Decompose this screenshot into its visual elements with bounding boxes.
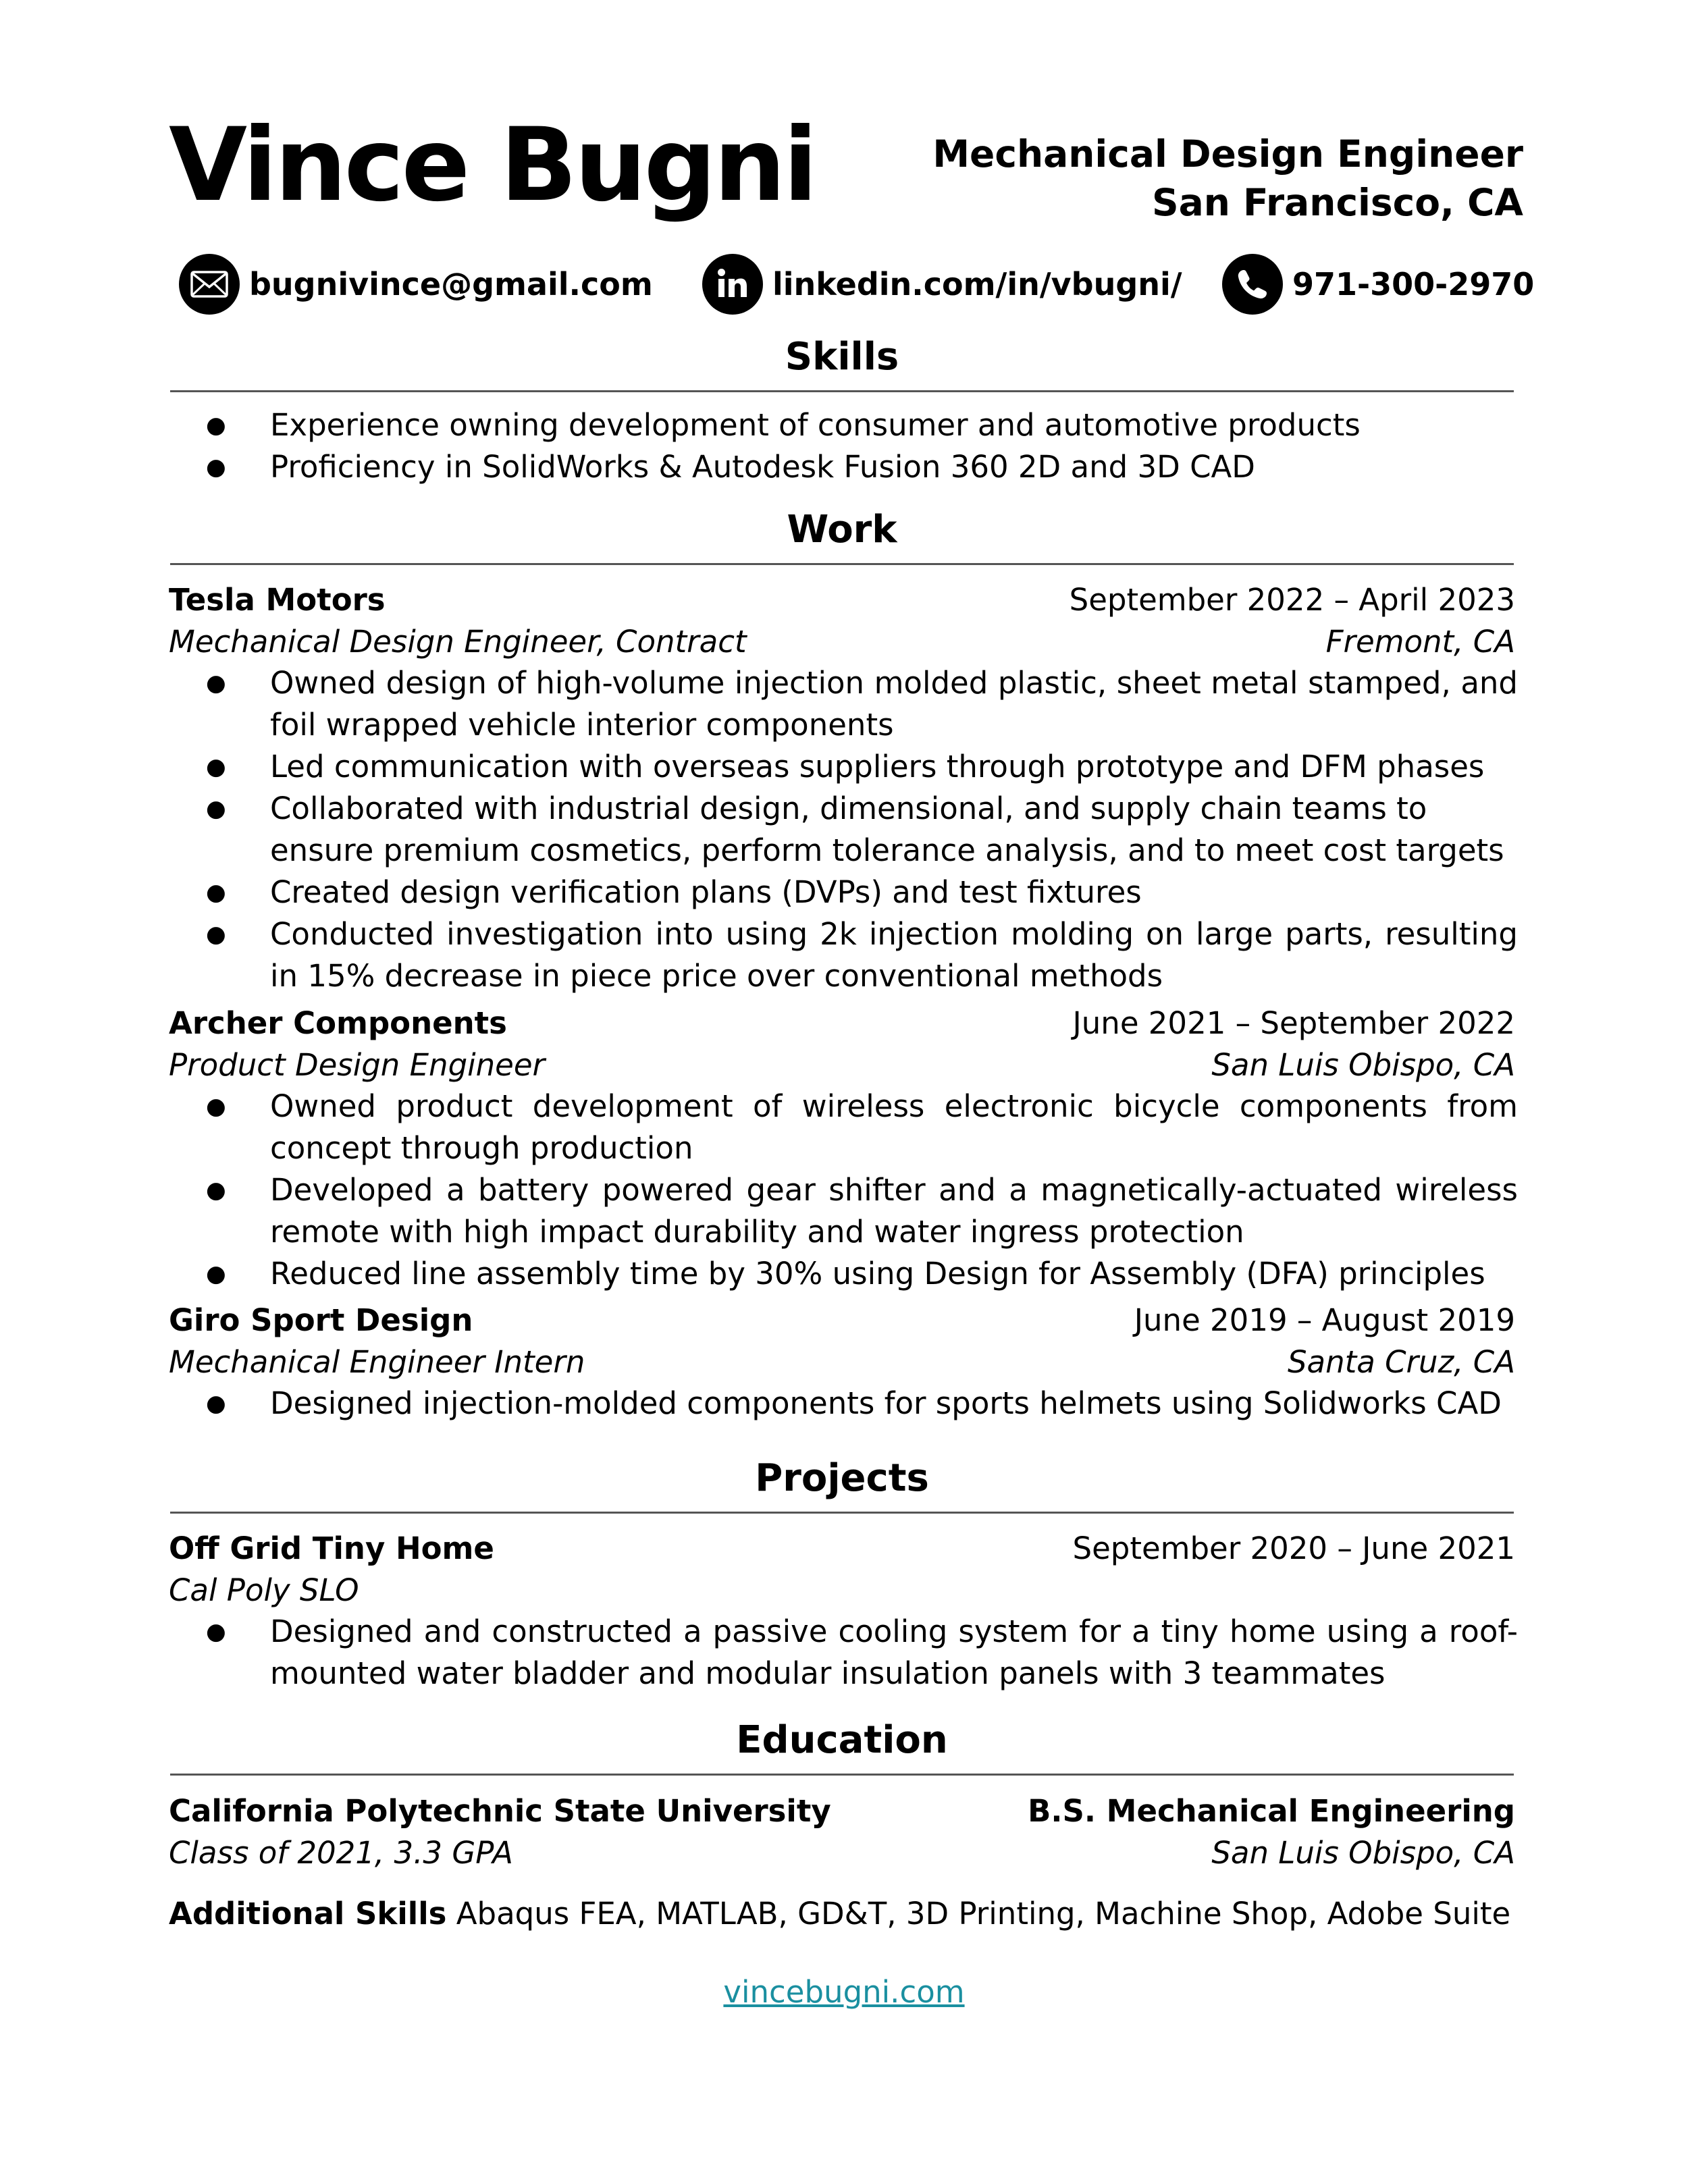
- degree: B.S. Mechanical Engineering: [1028, 1792, 1515, 1829]
- job-subheader: [169, 1044, 1515, 1086]
- school-name: California Polytechnic State University: [169, 1792, 831, 1829]
- bullet: ●: [206, 1618, 226, 1645]
- divider: [170, 1774, 1514, 1776]
- bullet: ●: [206, 1093, 226, 1120]
- project-header: [169, 1527, 1515, 1569]
- bullet-text: Conducted investigation into using 2k injection molding on large parts, resulting in 15% decrease in piece price over conventional methods: [270, 916, 1518, 994]
- education-location: San Luis Obispo, CA: [1211, 1834, 1515, 1871]
- project-subheader: [169, 1569, 1515, 1611]
- contact-linkedin[interactable]: [702, 254, 1182, 315]
- job-dates: June 2021 – September 2022: [1072, 1005, 1515, 1041]
- company-name: Archer Components: [169, 1005, 507, 1041]
- bullet-text: Owned product development of wireless electronic bicycle components from concept through production: [270, 1088, 1518, 1166]
- phone-text[interactable]: 971-300-2970: [1292, 266, 1535, 302]
- envelope-icon: [179, 254, 240, 315]
- job-header: [169, 1299, 1515, 1341]
- bullet: ●: [206, 1177, 226, 1204]
- bullet-text: Designed injection-molded components for sports helmets using Solidworks CAD: [270, 1385, 1502, 1421]
- section-heading-skills: Skills: [785, 335, 899, 379]
- phone-icon: [1222, 254, 1283, 315]
- bullet: ●: [206, 795, 226, 822]
- bullet-text: Designed and constructed a passive cooling system for a tiny home using a roof-mounted water bladder and modular insulation panels with 3 teammates: [270, 1614, 1518, 1691]
- job-subheader: [169, 620, 1515, 662]
- list-item: [169, 746, 1518, 788]
- list-item: [169, 913, 1518, 997]
- list-item: [169, 1611, 1518, 1695]
- bullet-text: Experience owning development of consumer and automotive products: [270, 407, 1361, 443]
- education-subheader: [169, 1832, 1515, 1873]
- bullet-text: Owned design of high-volume injection molded plastic, sheet metal stamped, and foil wrapped vehicle interior components: [270, 665, 1518, 743]
- company-name: Tesla Motors: [169, 581, 386, 618]
- candidate-name: Vince Bugni: [169, 107, 816, 224]
- bullet-text: Created design verification plans (DVPs) and test fixtures: [270, 874, 1142, 910]
- education-header: [169, 1790, 1515, 1832]
- linkedin-icon: [702, 254, 763, 315]
- list-item: [169, 662, 1518, 746]
- header-role-block: [932, 130, 1523, 227]
- linkedin-text[interactable]: linkedin.com/in/vbugni/: [772, 266, 1182, 302]
- list-item: [169, 1169, 1518, 1253]
- list-item: [169, 446, 1518, 488]
- bullet-text: Led communication with overseas suppliers through prototype and DFM phases: [270, 749, 1485, 784]
- job-dates: June 2019 – August 2019: [1134, 1302, 1515, 1338]
- list-item: [169, 872, 1518, 913]
- bullet: ●: [206, 412, 226, 439]
- bullet-text: Collaborated with industrial design, dimensional, and supply chain teams to ensure premium cosmetics, perform tolerance analysis, and to meet cost targets: [270, 791, 1504, 868]
- job-location: Santa Cruz, CA: [1287, 1343, 1515, 1380]
- email-text[interactable]: bugnivince@gmail.com: [249, 266, 653, 302]
- website-link[interactable]: vincebugni.com: [723, 1974, 965, 2010]
- divider: [170, 390, 1514, 392]
- bullet: ●: [206, 753, 226, 780]
- list-item: [169, 788, 1518, 872]
- job-header: [169, 1002, 1515, 1044]
- list-item: [169, 404, 1518, 446]
- bullet: ●: [206, 670, 226, 697]
- bullet-text: Proficiency in SolidWorks & Autodesk Fusion 360 2D and 3D CAD: [270, 449, 1255, 485]
- job-location: Fremont, CA: [1325, 623, 1515, 660]
- bullet: ●: [206, 1390, 226, 1417]
- bullet-text: Developed a battery powered gear shifter and a magnetically-actuated wireless remote with high impact durability and water ingress protection: [270, 1172, 1518, 1250]
- job-role: Product Design Engineer: [169, 1046, 546, 1083]
- project-dates: September 2020 – June 2021: [1072, 1530, 1515, 1566]
- bullet-text: Reduced line assembly time by 30% using Design for Assembly (DFA) principles: [270, 1256, 1485, 1291]
- additional-skills-text: Abaqus FEA, MATLAB, GD&T, 3D Printing, Machine Shop, Adobe Suite: [446, 1896, 1511, 1932]
- divider: [170, 1512, 1514, 1514]
- section-heading-projects: Projects: [755, 1456, 929, 1500]
- section-heading-education: Education: [736, 1718, 948, 1762]
- list-item: [169, 1086, 1518, 1169]
- job-role: Mechanical Design Engineer, Contract: [169, 623, 747, 660]
- job-subheader: [169, 1341, 1515, 1383]
- job-header: [169, 579, 1515, 620]
- home-location: San Francisco, CA: [1151, 181, 1523, 224]
- project-org: Cal Poly SLO: [169, 1572, 359, 1608]
- bullet: ●: [206, 1260, 226, 1287]
- bullet: ●: [206, 921, 226, 948]
- list-item: [169, 1253, 1518, 1295]
- bullet: ●: [206, 879, 226, 906]
- job-role: Mechanical Engineer Intern: [169, 1343, 585, 1380]
- bullet: ●: [206, 454, 226, 481]
- divider: [170, 563, 1514, 565]
- job-dates: September 2022 – April 2023: [1069, 581, 1515, 618]
- project-name: Off Grid Tiny Home: [169, 1530, 494, 1566]
- additional-skills-label: Additional Skills: [169, 1896, 447, 1932]
- job-location: San Luis Obispo, CA: [1211, 1046, 1515, 1083]
- section-heading-work: Work: [787, 508, 897, 552]
- contact-email[interactable]: [179, 254, 653, 315]
- job-title: Mechanical Design Engineer: [932, 132, 1523, 176]
- additional-skills: [169, 1896, 1510, 1932]
- education-details: Class of 2021, 3.3 GPA: [169, 1834, 513, 1871]
- company-name: Giro Sport Design: [169, 1302, 473, 1338]
- list-item: [169, 1383, 1518, 1424]
- contact-phone[interactable]: [1222, 254, 1534, 315]
